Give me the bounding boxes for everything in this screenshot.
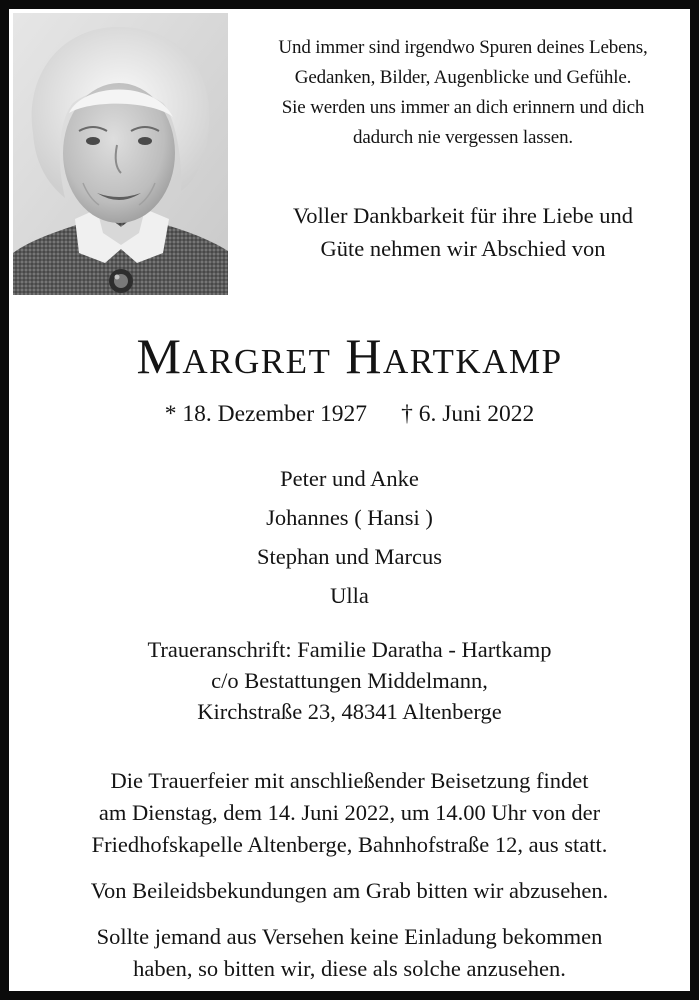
- address-line: c/o Bestattungen Middelmann,: [211, 668, 488, 693]
- service-line: Die Trauerfeier mit anschließender Beisetzung findet: [110, 768, 589, 793]
- family-member: Ulla: [330, 583, 369, 608]
- address-line: Traueranschrift: Familie Daratha - Hartkamp: [147, 637, 552, 662]
- invitation-note: [9, 921, 690, 985]
- family-member: Stephan und Marcus: [257, 544, 442, 569]
- mourning-address: [9, 634, 690, 727]
- portrait-photo: [13, 13, 228, 295]
- family-member: Peter und Anke: [280, 466, 419, 491]
- poem-line: Sie werden uns immer an dich erinnern und dich: [281, 97, 645, 118]
- invite-line: haben, so bitten wir, diese als solche anzusehen.: [133, 956, 566, 981]
- intro-line: Voller Dankbarkeit für ihre Liebe und: [292, 203, 634, 228]
- family-list: [9, 459, 690, 615]
- poem-line: dadurch nie vergessen lassen.: [352, 127, 574, 148]
- address-line: Kirchstraße 23, 48341 Altenberge: [197, 699, 502, 724]
- invite-line: Sollte jemand aus Versehen keine Einladung bekommen: [96, 924, 603, 949]
- service-line: am Dienstag, dem 14. Juni 2022, um 14.00 Uhr von der: [98, 800, 601, 825]
- funeral-service-info: [9, 765, 690, 861]
- life-dates: [9, 397, 690, 431]
- service-line: Friedhofskapelle Altenberge, Bahnhofstraße 12, aus statt.: [91, 832, 608, 857]
- birth-date: * 18. Dezember 1927: [164, 401, 368, 427]
- death-date: † 6. Juni 2022: [401, 401, 535, 427]
- condolence-note: Von Beileidsbekundungen am Grab bitten wir abzusehen.: [90, 878, 609, 903]
- memorial-poem: [237, 33, 689, 153]
- family-member: Johannes ( Hansi ): [266, 505, 433, 530]
- farewell-intro: [237, 199, 689, 265]
- deceased-name: Margret Hartkamp: [136, 328, 563, 384]
- poem-line: Und immer sind irgendwo Spuren deines Lebens,: [278, 37, 648, 58]
- intro-line: Güte nehmen wir Abschied von: [320, 236, 606, 261]
- poem-line: Gedanken, Bilder, Augenblicke und Gefühle.: [294, 67, 632, 88]
